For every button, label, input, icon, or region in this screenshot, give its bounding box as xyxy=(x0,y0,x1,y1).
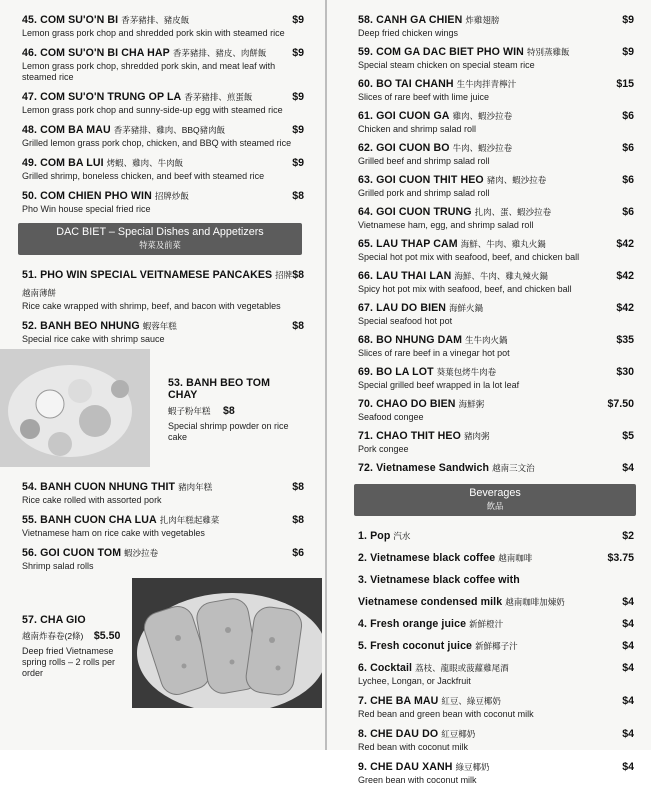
item-row xyxy=(358,548,634,566)
column-divider xyxy=(325,0,327,750)
item-price: $8 xyxy=(292,514,304,526)
item-row xyxy=(358,570,634,588)
menu-item xyxy=(358,614,634,632)
menu-item xyxy=(22,43,304,83)
roll-list xyxy=(22,477,304,572)
item-53 xyxy=(168,377,300,443)
item-chinese-name: 炸雞翅膀 xyxy=(465,15,500,25)
menu-item xyxy=(358,106,634,135)
item-price: $8 xyxy=(292,190,304,202)
menu-item xyxy=(358,170,634,199)
item-name: 52. BANH BEO NHUNG xyxy=(22,320,140,332)
item-title xyxy=(22,543,158,561)
item-name: 60. BO TAI CHANH xyxy=(358,78,454,90)
item-title xyxy=(358,757,490,775)
menu-item xyxy=(22,10,304,39)
item-row xyxy=(358,138,634,156)
item-title xyxy=(22,186,189,204)
item-chinese-name: 越南炸春卷(2條) xyxy=(22,631,84,641)
item-row xyxy=(22,510,304,528)
item-title xyxy=(358,234,546,252)
item-price: $5.50 xyxy=(93,630,121,642)
item-57-block xyxy=(0,578,304,710)
menu-item xyxy=(358,330,634,359)
item-chinese-name: 蝦子粉年糕 xyxy=(168,406,211,416)
item-name: 58. CANH GA CHIEN xyxy=(358,14,463,26)
item-title xyxy=(22,120,225,138)
item-name: 63. GOI CUON THIT HEO xyxy=(358,174,484,186)
item-chinese-name: 豬肉、蝦沙拉卷 xyxy=(486,175,547,185)
item-price: $9 xyxy=(292,124,304,136)
item-chinese-name: 豬肉年糕 xyxy=(178,482,213,492)
item-description: Special shrimp powder on rice cake xyxy=(168,421,289,442)
banner-subtitle: 特菜及前菜 xyxy=(139,240,181,250)
item-row xyxy=(22,43,304,61)
item-title xyxy=(358,266,548,284)
item-description: Special rice cake with shrimp sauce xyxy=(22,334,165,344)
item-price: $6 xyxy=(622,110,634,122)
item-chinese-name: 海鮮、牛肉、雞丸辣火鍋 xyxy=(454,271,548,281)
item-price: $9 xyxy=(622,46,634,58)
menu-item xyxy=(358,234,634,263)
item-title xyxy=(358,170,546,188)
item-name: 47. COM SU'O'N TRUNG OP LA xyxy=(22,91,182,103)
item-name: 51. PHO WIN SPECIAL VEITNAMESE PANCAKES xyxy=(22,269,273,281)
item-row xyxy=(22,543,304,561)
item-title xyxy=(22,510,219,528)
item-price: $4 xyxy=(622,728,634,740)
rice-dishes-list xyxy=(22,10,304,215)
item-row xyxy=(358,330,634,348)
item-chinese-name: 香茅豬排、豬皮、肉餅飯 xyxy=(172,48,267,58)
item-price: $4 xyxy=(622,761,634,773)
item-name: 3. Vietnamese black coffee with xyxy=(358,574,520,586)
item-name: 9. CHE DAU XANH xyxy=(358,761,453,773)
item-name: 2. Vietnamese black coffee xyxy=(358,552,496,564)
banner-subtitle: 飲品 xyxy=(486,501,504,511)
item-row xyxy=(358,724,634,742)
item-chinese-name: 香茅豬排、煎蛋飯 xyxy=(184,92,253,102)
item-price: $8 xyxy=(292,481,304,493)
item-title xyxy=(22,265,292,301)
item-title xyxy=(22,87,252,105)
item-title xyxy=(22,10,189,28)
item-row xyxy=(358,74,634,92)
menu-item xyxy=(22,186,304,215)
item-price: $4 xyxy=(622,662,634,674)
menu-item xyxy=(358,724,634,753)
item-price: $9 xyxy=(292,47,304,59)
item-title xyxy=(358,394,484,412)
item-row xyxy=(22,153,304,171)
menu-item xyxy=(358,426,634,455)
item-chinese-name: 綠豆椰奶 xyxy=(455,762,490,772)
item-row xyxy=(22,477,304,495)
item-description: Pho Win house special fried rice xyxy=(22,204,151,214)
item-description: Deep fried Vietnamese spring rolls – 2 rolls per order xyxy=(22,646,116,678)
item-row xyxy=(358,691,634,709)
menu-item xyxy=(358,526,634,544)
item-title xyxy=(358,298,483,316)
item-title xyxy=(358,10,499,28)
special-dishes-banner xyxy=(18,223,302,255)
item-chinese-name: 生牛肉火鍋 xyxy=(465,335,508,345)
item-chinese-name: 烤蝦、雞肉、牛肉飯 xyxy=(106,158,184,168)
item-description: Lemon grass pork chop, shredded pork skin, and meat leaf with steamed rice xyxy=(22,61,276,82)
item-title xyxy=(358,458,535,476)
item-price: $42 xyxy=(616,302,634,314)
item-name: 62. GOI CUON BO xyxy=(358,142,450,154)
item-name: 70. CHAO DO BIEN xyxy=(358,398,456,410)
item-description: Spicy hot pot mix with seafood, beef, and chicken ball xyxy=(358,284,572,294)
menu-item xyxy=(358,138,634,167)
item-description: Red bean and green bean with coconut milk xyxy=(358,709,534,719)
item-row xyxy=(358,202,634,220)
item-title xyxy=(358,362,496,380)
item-title xyxy=(358,106,512,124)
item-row xyxy=(358,426,634,444)
item-description: Vietnamese ham on rice cake with vegetables xyxy=(22,528,205,538)
menu-item xyxy=(22,153,304,182)
item-price: $4 xyxy=(622,640,634,652)
item-title xyxy=(358,74,516,92)
item-name: 64. GOI CUON TRUNG xyxy=(358,206,472,218)
right-column xyxy=(358,10,634,790)
menu-item xyxy=(358,458,634,476)
item-title xyxy=(358,138,512,156)
item-chinese-name: 越南咖啡 xyxy=(498,553,533,563)
item-title xyxy=(358,658,509,676)
item-price: $9 xyxy=(292,157,304,169)
menu-item xyxy=(358,362,634,391)
item-name: 48. COM BA MAU xyxy=(22,124,111,136)
item-price: $4 xyxy=(622,695,634,707)
item-price: $8 xyxy=(292,320,304,332)
menu-item xyxy=(22,87,304,116)
item-name: 46. COM SU'O'N BI CHA HAP xyxy=(22,47,170,59)
item-price: $8 xyxy=(222,405,235,417)
rice-cake-photo xyxy=(0,349,150,467)
item-chinese-name: 特別蒸雞飯 xyxy=(526,47,570,57)
banner-title: DAC BIET – Special Dishes and Appetizers xyxy=(56,226,264,238)
banner-title: Beverages xyxy=(469,487,521,499)
item-name: 56. GOI CUON TOM xyxy=(22,547,122,559)
item-description: Grilled pork and shrimp salad roll xyxy=(358,188,490,198)
menu-item xyxy=(358,10,634,39)
item-name: 65. LAU THAP CAM xyxy=(358,238,458,250)
menu-item xyxy=(22,510,304,539)
menu-item xyxy=(358,570,634,588)
item-chinese-name: 牛肉、蝦沙拉卷 xyxy=(452,143,513,153)
item-row xyxy=(22,10,304,28)
item-description: Lemon grass pork chop and shredded pork skin with steamed rice xyxy=(22,28,285,38)
menu-item xyxy=(22,265,304,312)
item-name: 61. GOI CUON GA xyxy=(358,110,450,122)
item-description: Seafood congee xyxy=(358,412,424,422)
item-row xyxy=(358,10,634,28)
item-description: Grilled shrimp, boneless chicken, and beef with steamed rice xyxy=(22,171,265,181)
item-price: $15 xyxy=(616,78,634,90)
item-name: 54. BANH CUON NHUNG THIT xyxy=(22,481,176,493)
item-description: Grilled beef and shrimp salad roll xyxy=(358,156,490,166)
item-row xyxy=(358,42,634,60)
item-description: Special hot pot mix with seafood, beef, and chicken ball xyxy=(358,252,580,262)
item-chinese-name: 新鮮椰子汁 xyxy=(475,641,518,651)
item-description: Special seafood hot pot xyxy=(358,316,453,326)
item-price: $7.50 xyxy=(607,398,634,410)
menu-item xyxy=(358,592,634,610)
appetizer-list xyxy=(22,265,304,345)
item-title xyxy=(22,43,266,61)
item-chinese-name: 豬肉粥 xyxy=(463,431,490,441)
menu-item xyxy=(358,691,634,720)
item-chinese-name: 香茅豬排、雞肉、BBQ豬肉飯 xyxy=(113,125,226,135)
item-chinese-name: 新鮮橙汁 xyxy=(469,619,504,629)
menu-item xyxy=(358,298,634,327)
item-row xyxy=(358,757,634,775)
item-chinese-name: 荔枝、龍眼或菠蘿雞尾酒 xyxy=(415,663,509,673)
item-price: $6 xyxy=(622,206,634,218)
item-title xyxy=(22,153,183,171)
item-price: $9 xyxy=(292,14,304,26)
item-name: 45. COM SU'O'N BI xyxy=(22,14,119,26)
item-price: $30 xyxy=(616,366,634,378)
item-name: 4. Fresh orange juice xyxy=(358,618,467,630)
menu-item xyxy=(22,120,304,149)
menu-item xyxy=(358,394,634,423)
item-title xyxy=(358,691,501,709)
item-title xyxy=(358,526,410,544)
item-name: 67. LAU DO BIEN xyxy=(358,302,447,314)
item-name: 53. BANH BEO TOM CHAY xyxy=(168,377,271,401)
menu-item xyxy=(358,636,634,654)
item-chinese-name: 扎肉、蛋、蝦沙拉卷 xyxy=(474,207,552,217)
item-row xyxy=(358,362,634,380)
menu-item xyxy=(22,543,304,572)
item-row xyxy=(22,316,304,334)
item-price: $4 xyxy=(622,462,634,474)
item-chinese-name: 招牌越南薄餅 xyxy=(22,270,293,298)
item-description: Chicken and shrimp salad roll xyxy=(358,124,477,134)
menu-item xyxy=(22,316,304,345)
item-row xyxy=(358,458,634,476)
item-chinese-name: 生牛肉拌青檸汁 xyxy=(456,79,517,89)
item-name: 59. COM GA DAC BIET PHO WIN xyxy=(358,46,524,58)
item-description: Special steam chicken on special steam rice xyxy=(358,60,535,70)
item-name: 1. Pop xyxy=(358,530,391,542)
item-name: 49. COM BA LUI xyxy=(22,157,104,169)
item-row xyxy=(22,186,304,204)
item-price: $42 xyxy=(616,270,634,282)
item-title xyxy=(22,477,212,495)
beverages-list xyxy=(358,526,634,786)
item-row xyxy=(358,658,634,676)
item-price: $4 xyxy=(622,618,634,630)
item-chinese-name: 紅豆椰奶 xyxy=(441,729,476,739)
left-column xyxy=(22,10,304,710)
item-price: $2 xyxy=(622,530,634,542)
item-name: 71. CHAO THIT HEO xyxy=(358,430,461,442)
item-description: Green bean with coconut milk xyxy=(358,775,477,785)
item-description: Slices of rare beef in a vinegar hot pot xyxy=(358,348,510,358)
item-row xyxy=(358,266,634,284)
item-name: 69. BO LA LOT xyxy=(358,366,434,378)
item-chinese-name: 扎肉年糕起雞菜 xyxy=(159,515,220,525)
item-chinese-name: 雞肉、蝦沙拉卷 xyxy=(452,111,513,121)
menu-item xyxy=(358,266,634,295)
item-name: 50. COM CHIEN PHO WIN xyxy=(22,190,152,202)
item-row xyxy=(358,234,634,252)
item-price: $5 xyxy=(622,430,634,442)
item-price: $9 xyxy=(292,91,304,103)
item-chinese-name: 蝦蓉年糕 xyxy=(142,321,177,331)
menu-item xyxy=(358,757,634,786)
item-description: Lemon grass pork chop and sunny-side-up egg with steamed rice xyxy=(22,105,283,115)
item-chinese-name: 葵葉包烤牛肉卷 xyxy=(436,367,497,377)
item-description: Rice cake wrapped with shrimp, beef, and bacon with vegetables xyxy=(22,301,281,311)
item-chinese-name: 香茅豬排、豬皮飯 xyxy=(121,15,190,25)
menu-item xyxy=(358,42,634,71)
item-row xyxy=(358,526,634,544)
item-row xyxy=(358,592,634,610)
item-price: $6 xyxy=(622,174,634,186)
item-chinese-name: 招牌炒飯 xyxy=(154,191,189,201)
item-price: $35 xyxy=(616,334,634,346)
item-name: 68. BO NHUNG DAM xyxy=(358,334,463,346)
item-row xyxy=(358,170,634,188)
item-53-block xyxy=(0,349,304,471)
item-description: Rice cake rolled with assorted pork xyxy=(22,495,162,505)
item-chinese-name: 蝦沙拉卷 xyxy=(124,548,159,558)
item-row xyxy=(358,636,634,654)
item-row xyxy=(358,614,634,632)
item-name: 6. Cocktail xyxy=(358,662,413,674)
item-title xyxy=(358,548,532,566)
item-row xyxy=(358,106,634,124)
item-row xyxy=(22,120,304,138)
item-name: 66. LAU THAI LAN xyxy=(358,270,452,282)
item-title xyxy=(358,202,551,220)
item-row xyxy=(22,265,304,301)
item-description: Lychee, Longan, or Jackfruit xyxy=(358,676,471,686)
item-row xyxy=(358,394,634,412)
item-price: $9 xyxy=(622,14,634,26)
item-title xyxy=(358,570,520,588)
menu-item xyxy=(358,548,634,566)
item-title xyxy=(358,330,508,348)
item-title xyxy=(358,614,503,632)
item-title xyxy=(358,636,518,654)
item-description: Shrimp salad rolls xyxy=(22,561,94,571)
item-price: $4 xyxy=(622,596,634,608)
item-price: $6 xyxy=(622,142,634,154)
menu-item xyxy=(358,658,634,687)
spring-roll-photo xyxy=(132,578,322,708)
item-price: $42 xyxy=(616,238,634,250)
item-description: Slices of rare beef with lime juice xyxy=(358,92,490,102)
item-price: $3.75 xyxy=(607,552,634,564)
item-name: Vietnamese condensed milk xyxy=(358,596,503,608)
item-description: Pork congee xyxy=(358,444,409,454)
item-chinese-name: 越南咖啡加煉奶 xyxy=(505,597,565,607)
item-description: Grilled lemon grass pork chop, chicken, and BBQ with steamed rice xyxy=(22,138,292,148)
item-name: 5. Fresh coconut juice xyxy=(358,640,473,652)
item-title xyxy=(358,42,569,60)
item-price: $8 xyxy=(292,269,304,281)
item-description: Red bean with coconut milk xyxy=(358,742,469,752)
menu-item xyxy=(358,202,634,231)
item-description: Vietnamese ham, egg, and shrimp salad roll xyxy=(358,220,534,230)
item-name: 55. BANH CUON CHA LUA xyxy=(22,514,157,526)
item-title xyxy=(358,426,489,444)
item-name: 57. CHA GIO xyxy=(22,614,86,626)
item-title xyxy=(22,316,177,334)
beverages-banner xyxy=(354,484,636,516)
item-chinese-name: 紅豆、綠豆椰奶 xyxy=(441,696,501,706)
menu-item xyxy=(358,74,634,103)
item-chinese-name: 汽水 xyxy=(393,531,411,541)
item-name: 8. CHE DAU DO xyxy=(358,728,439,740)
item-name: 7. CHE BA MAU xyxy=(358,695,439,707)
item-price: $6 xyxy=(292,547,304,559)
specials-list xyxy=(358,10,634,476)
item-row xyxy=(358,298,634,316)
item-description: Deep fried chicken wings xyxy=(358,28,459,38)
item-name: 72. Vietnamese Sandwich xyxy=(358,462,490,474)
item-title xyxy=(358,724,475,742)
item-chinese-name: 海鮮、牛肉、雞丸火鍋 xyxy=(460,239,546,249)
menu-item xyxy=(22,477,304,506)
item-57 xyxy=(22,614,134,679)
item-title xyxy=(358,592,565,610)
item-chinese-name: 海鮮火鍋 xyxy=(449,303,484,313)
item-description: Special grilled beef wrapped in la lot leaf xyxy=(358,380,520,390)
item-row xyxy=(22,87,304,105)
item-chinese-name: 海鮮粥 xyxy=(458,399,485,409)
item-chinese-name: 越南三文治 xyxy=(492,463,535,473)
